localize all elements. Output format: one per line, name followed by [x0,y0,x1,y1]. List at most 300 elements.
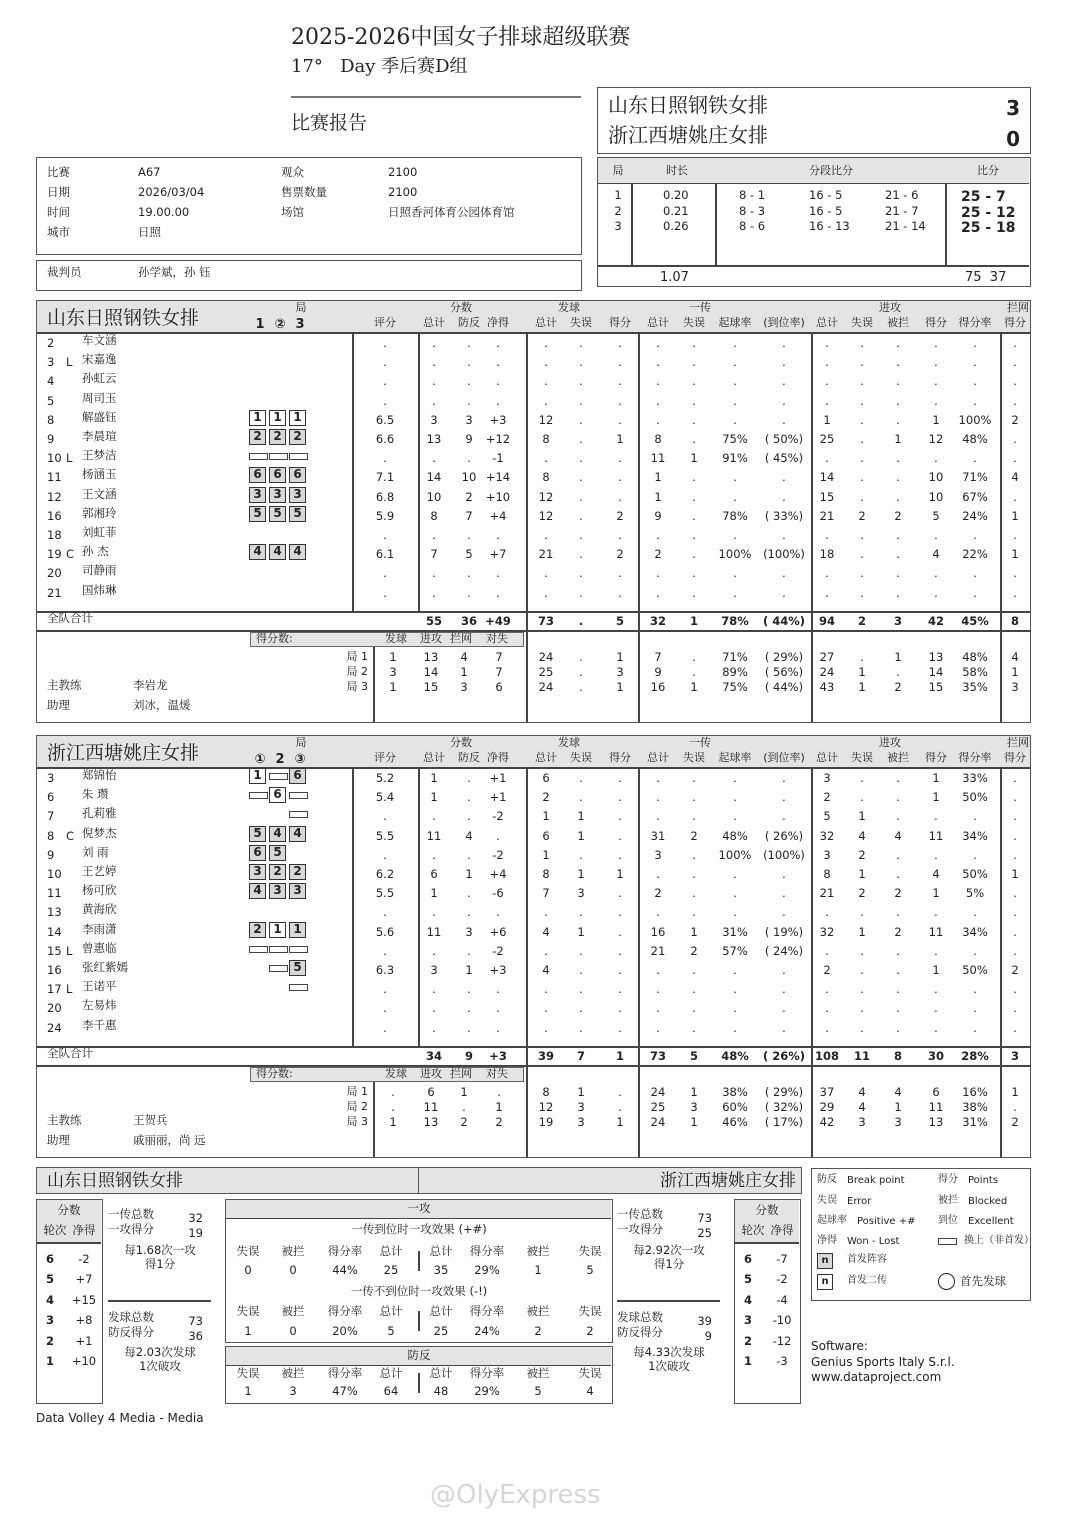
column-header: 总计 [379,1366,403,1380]
stat-cell: . [860,470,864,485]
stat-cell: . [934,905,938,920]
starting-lineup-box: 3 [249,864,266,880]
head-coach-name: 李岩龙 [133,678,168,692]
stat-cell: . [692,547,696,562]
column-header: (到位率) [763,316,805,329]
stat-cell: . [579,336,583,350]
stat-cell: (100%) [763,547,805,562]
player-name: 孙 杰 [82,544,109,559]
stat-cell: . [467,355,471,370]
column-header: 失误 [236,1304,260,1318]
stat-cell: . [1013,451,1017,466]
set-stat-cell: 14 [423,665,439,679]
stat-cell: . [825,982,829,997]
stat-cell: . [1013,355,1017,370]
stat-cell: . [896,451,900,466]
away-stat: 24% [474,1324,500,1338]
away-stat: 25 [433,1324,449,1338]
stat-cell: 5.9 [375,508,395,523]
stat-cell: . [618,828,622,843]
away-stat: 29% [474,1384,500,1398]
stat-cell: . [692,470,696,485]
info-label: 售票数量 [281,185,327,199]
away-stat: 48 [433,1384,449,1398]
stat-cell: . [432,982,436,997]
player-name: 杨可欣 [82,883,117,898]
set-stat-cell: 1 [616,680,624,694]
stat-cell: . [432,451,436,466]
rotation-column-header: 净得 [72,1223,96,1237]
stat-cell: . [383,355,387,370]
stat-cell: 2 [823,963,831,977]
column-group-header: 进攻 [879,736,901,749]
set-stat-cell: . [579,650,583,664]
starting-lineup-box: 5 [269,506,286,522]
stat-cell: . [782,1020,786,1035]
legend-term: 得分 [938,1174,958,1185]
stat-cell: . [973,943,977,958]
stat-cell: 21 [650,943,666,958]
column-header: 起球率 [718,316,752,329]
team-total-cell: 48% [721,1049,749,1063]
stat-cell: . [860,432,864,446]
rotation-net: +1 [75,1333,93,1348]
set-stat-cell: 1 [894,650,902,664]
stat-cell: 78% [722,508,748,523]
stat-cell: . [934,809,938,824]
stat-cell: 5.6 [375,924,395,939]
stat-cell: . [934,393,938,408]
stat-cell: . [782,771,786,785]
starting-setter-box: 1 [249,410,266,426]
stat-cell: . [544,374,548,389]
starting-lineup-box: 4 [289,826,306,842]
stat-cell: . [544,982,548,997]
stat-cell: . [896,771,900,785]
info-value: 日照 [138,225,161,239]
set-stat-cell: 43 [819,680,835,694]
starting-lineup-box: 6 [269,467,286,483]
stat-cell: . [496,905,500,920]
legend-term: 到位 [938,1215,958,1226]
stat-cell: . [973,982,977,997]
info-label: 城市 [47,225,70,239]
stat-cell: 7.1 [375,470,395,485]
set-final-score: 25 - 12 [961,204,1016,221]
stat-cell: 71% [962,470,988,485]
stat-cell: . [1013,790,1017,805]
sideout-ratio-unit: 得1分 [653,1257,685,1271]
column-header: 评分 [374,751,396,764]
stat-cell: 6.8 [375,489,395,504]
info-label: 日期 [47,185,70,199]
set-stat-cell: 48% [962,650,988,664]
column-header: 失误 [570,316,592,329]
partial-score-21: 21 - 7 [885,203,919,218]
stat-cell: 5 [465,547,473,562]
set-final-score: 25 - 18 [961,220,1016,236]
stat-cell: . [860,393,864,408]
substitute-marker [269,773,288,780]
set-stat-cell: 1 [616,1115,624,1129]
points-column-header: 拦网 [450,632,472,645]
stat-cell: . [1013,1020,1017,1035]
player-number: 17 [47,982,62,997]
stat-cell: . [896,528,900,542]
stat-cell: . [692,867,696,881]
partial-score-16: 16 - 5 [809,188,843,202]
stat-cell: . [656,566,660,581]
legend-setter-box: n [817,1274,833,1290]
sideout-points-label: 一攻得分 [617,1222,663,1236]
stat-cell: 2 [894,508,902,523]
stat-cell: . [496,374,500,389]
stat-cell: . [1013,943,1017,958]
stat-cell: . [467,336,471,350]
stat-cell: -6 [492,886,504,901]
stat-cell: . [1013,905,1017,920]
stat-cell: . [896,355,900,370]
set-stat-cell: . [860,650,864,664]
team-total-cell: 42 [927,614,945,628]
player-name: 杨涵玉 [82,467,117,482]
stat-cell: 50% [962,963,988,977]
stat-cell: . [782,963,786,977]
stat-cell: 6 [430,867,438,881]
stat-cell: 11 [426,924,442,939]
stat-cell: 2 [654,547,662,562]
stat-cell: . [618,489,622,504]
stat-cell: . [579,412,583,427]
set-row-label: 局 1 [346,1085,368,1098]
away-stat: 4 [586,1384,594,1398]
stat-cell: . [579,963,583,977]
substitute-marker [289,946,308,953]
set-number: 3 [614,219,622,233]
starting-setter-box: 1 [269,410,286,426]
set-stat-cell: 25 [538,665,554,679]
stat-cell: . [896,867,900,881]
stat-cell: (100%) [763,847,805,862]
stat-cell: 13 [426,432,442,446]
column-header: 得分 [1004,316,1026,329]
stat-cell: . [544,905,548,920]
stat-cell: . [896,336,900,350]
starting-setter-box: 1 [289,410,306,426]
set-stat-cell: 2 [460,1115,468,1129]
column-header: 失误 [851,751,873,764]
stat-cell: 8 [654,432,662,446]
stat-cell: . [1013,982,1017,997]
set-stat-cell: . [462,1100,466,1114]
legend-meaning: Points [968,1175,999,1186]
substitute-marker [289,811,308,818]
set-stat-cell: 3 [1011,680,1019,694]
info-value: 2026/03/04 [138,185,205,199]
serve-total-label: 发球总数 [108,1310,154,1324]
stat-cell: 5.4 [375,790,395,805]
stat-cell: . [692,528,696,542]
column-divider [715,184,717,266]
stat-cell: . [1013,886,1017,901]
stat-cell: . [782,336,786,350]
column-header: 评分 [374,316,396,329]
stat-cell: 6 [542,771,550,785]
legend-first-serve-label: 首先发球 [960,1274,1006,1288]
player-name: 李千惠 [82,1017,117,1032]
stat-cell: 11 [650,451,666,466]
stat-cell: ( 45%) [764,451,804,466]
stat-cell: . [733,886,737,901]
sideout-ratio-unit: 得1分 [144,1257,176,1271]
stat-cell: 6.1 [375,547,395,562]
set-mark: 2 [275,752,285,767]
stat-cell: . [656,393,660,408]
team-total-cell: 108 [814,1049,840,1063]
stat-cell: . [860,943,864,958]
stat-cell: . [579,566,583,581]
stat-cell: . [383,943,387,958]
player-number: 4 [47,374,55,389]
column-header: 防反 [458,316,480,329]
stat-cell: 1 [654,470,662,485]
stat-cell: . [544,336,548,350]
legend-term: 净得 [817,1235,837,1246]
serve-total: 73 [188,1314,203,1328]
starting-lineup-box: 4 [289,544,306,560]
stat-cell: . [825,528,829,542]
stat-cell: . [896,489,900,504]
player-number: 19 [47,547,62,562]
stat-cell: . [1013,489,1017,504]
set-stat-cell: ( 29%) [764,650,804,664]
column-divider [811,769,813,1157]
player-number: 16 [47,963,62,977]
set-column-label: 局 [295,736,307,749]
stat-cell: . [733,374,737,389]
rotation-net: +10 [71,1354,97,1368]
team-total-cell: 3 [1010,1049,1020,1063]
footer-text: Data Volley 4 Media - Media [36,1411,204,1425]
stat-cell: . [618,1001,622,1016]
stat-cell: . [860,547,864,562]
stat-cell: 1 [577,924,585,939]
player-number: 11 [47,886,62,901]
stat-cell: . [733,336,737,350]
stat-cell: . [618,566,622,581]
set-stat-cell: 2 [894,680,902,694]
column-header: 得分率 [958,751,992,764]
stat-cell: . [934,847,938,862]
set-stat-cell: . [692,665,696,679]
stat-cell: . [934,943,938,958]
points-column-header: 发球 [385,1067,407,1080]
column-header: 总计 [816,316,838,329]
stat-cell: 6.3 [375,963,395,977]
stat-cell: . [973,847,977,862]
stat-cell: 5 [823,809,831,824]
stat-cell: . [733,470,737,485]
stat-cell: 15 [819,489,835,504]
set-stat-cell: 1 [460,1085,468,1099]
stat-cell: 1 [690,451,698,466]
set-stat-cell: 2 [1011,1115,1019,1129]
column-header: 失误 [578,1366,602,1380]
team-total-cell: 78% [721,614,749,628]
stat-cell: . [692,336,696,350]
team-total-cell: 30 [927,1049,945,1063]
stat-cell: 1 [616,867,624,881]
sideout-title: 一攻 [407,1201,431,1215]
substitute-marker [289,792,308,799]
set-stat-cell: 3 [858,1115,866,1129]
sideout-points-label: 一攻得分 [108,1222,154,1236]
set-stat-cell: 11 [928,1100,944,1114]
stat-cell: . [656,905,660,920]
column-divider [418,334,420,612]
stat-cell: 2 [465,489,473,504]
column-group-header: 发球 [558,736,580,749]
stat-cell: 1 [430,771,438,785]
set-stat-cell: 25 [650,1100,666,1114]
column-header: 净得 [487,316,509,329]
stat-cell: 24% [962,508,988,523]
legend-meaning: Excellent [968,1216,1014,1227]
stat-cell: 10 [928,489,944,504]
legend-meaning: Blocked [968,1196,1008,1207]
stat-cell: 50% [962,790,988,805]
stat-cell: . [860,771,864,785]
stat-cell: . [467,905,471,920]
stat-cell: . [825,1001,829,1016]
stat-cell: . [825,1020,829,1035]
stat-cell: . [825,566,829,581]
starting-lineup-box: 2 [289,864,306,880]
stat-cell: 16 [650,924,666,939]
stat-cell: . [496,982,500,997]
team-total-label: 全队合计 [47,1046,93,1060]
column-divider [418,769,420,1047]
team-total-cell: 3 [893,614,903,628]
legend-substitute-label: 换上（非首发） [964,1235,1034,1246]
stat-cell: . [656,528,660,542]
stat-cell: . [618,924,622,939]
stat-cell: 1 [542,847,550,862]
column-group-header: 一传 [689,736,711,749]
stat-cell: . [733,412,737,427]
player-name: 车文涵 [82,333,117,347]
stat-cell: . [733,982,737,997]
set-stat-cell: 13 [423,650,439,664]
stat-cell: 1 [690,924,698,939]
player-name: 孔莉雅 [82,806,117,821]
rotation-number: 3 [46,1313,55,1328]
stat-cell: . [618,963,622,977]
stat-cell: . [934,355,938,370]
stat-cell: . [825,336,829,350]
column-group-header: 进攻 [879,301,901,314]
column-header: 得分 [925,316,947,329]
points-label: 得分数: [256,1067,293,1080]
info-label: 场馆 [281,205,304,219]
stat-cell: +4 [489,508,507,523]
stat-cell: . [692,489,696,504]
stat-cell: 3 [465,412,473,427]
stat-cell: 48% [962,432,988,446]
stat-cell: . [692,374,696,389]
stat-cell: +14 [485,470,511,485]
stat-cell: . [544,355,548,370]
set-duration: 0.26 [663,219,689,233]
stat-cell: 50% [962,867,988,881]
player-name: 张红紫嫣 [82,960,128,974]
stat-cell: . [618,336,622,350]
stat-cell: . [1013,374,1017,389]
stat-cell: . [467,847,471,862]
away-stat: 1 [534,1263,542,1277]
stat-cell: . [496,336,500,350]
stat-cell: 32 [819,924,835,939]
stat-cell: . [579,393,583,408]
home-stat: 47% [332,1384,358,1398]
stat-cell: 32 [819,828,835,843]
stat-cell: . [618,528,622,542]
starting-lineup-box: 5 [269,845,286,861]
set-stat-cell: 13 [928,650,944,664]
set-stat-cell: 1 [389,650,397,664]
team-total-cell: 8 [1010,614,1020,628]
stat-cell: . [733,1020,737,1035]
stat-cell: 4 [542,963,550,977]
stat-cell: . [782,905,786,920]
points-column-header: 进攻 [420,632,442,645]
competition-title: 2025-2026中国女子排球超级联赛 [291,25,631,50]
set-stat-cell: 38% [722,1085,748,1099]
set-stat-cell: 38% [962,1100,988,1114]
stat-cell: 3 [430,963,438,977]
stat-cell: . [656,963,660,977]
stat-cell: . [896,470,900,485]
stat-cell: 3 [823,847,831,862]
set-stat-cell: 8 [542,1085,550,1099]
stat-cell: . [896,566,900,581]
stat-cell: 7 [542,886,550,901]
stat-cell: 6 [542,828,550,843]
column-group-header: 发球 [558,301,580,314]
stat-cell: . [825,905,829,920]
set-mark: 1 [255,317,265,332]
stat-cell: . [825,451,829,466]
stat-cell: 67% [962,489,988,504]
player-name: 黄海欣 [82,902,117,917]
stat-cell: . [860,1020,864,1035]
set-stat-cell: 3 [389,665,397,679]
rotation-number: 5 [46,1272,55,1287]
rotation-number: 6 [744,1252,753,1266]
stat-cell: +1 [489,771,507,785]
player-number: 14 [47,924,62,939]
set-stat-cell: 1 [894,1100,902,1114]
stat-cell: . [432,528,436,542]
column-header: 总计 [535,316,557,329]
break-point-label: 防反得分 [617,1325,663,1339]
stat-cell: 4 [465,828,473,843]
starting-lineup-box: 3 [289,883,306,899]
stat-cell: 34% [962,924,988,939]
match-info-box [36,157,582,255]
team-total-cell: 5 [689,1049,699,1063]
player-number: 18 [47,528,62,542]
